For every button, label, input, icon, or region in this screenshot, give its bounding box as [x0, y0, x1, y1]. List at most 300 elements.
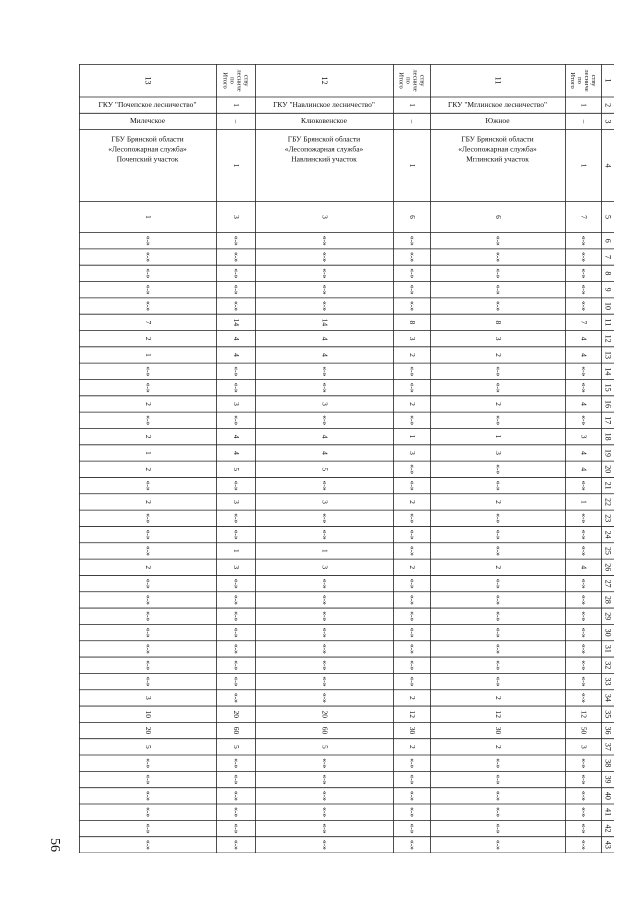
table-cell: «-»: [493, 235, 503, 246]
table-cell: «-»: [143, 611, 153, 622]
table-cell: –: [579, 119, 589, 124]
table-cell: «-»: [320, 268, 330, 279]
row-number: 10: [603, 302, 613, 311]
table-cell: «-»: [320, 823, 330, 834]
table-cell: –: [407, 119, 417, 124]
table-cell: «-»: [231, 301, 241, 312]
table-cell: «-»: [407, 480, 417, 491]
table-cell: ГКУ "Навлинское лесничество": [273, 99, 375, 109]
table-cell: «-»: [320, 758, 330, 769]
table-cell: «-»: [493, 676, 503, 687]
table-cell: «-»: [407, 790, 417, 801]
table-cell: «-»: [579, 513, 589, 524]
table-cell: «-»: [407, 774, 417, 785]
table-cell: 2: [143, 467, 153, 472]
table-cell: 2: [407, 500, 417, 504]
table-cell: «-»: [231, 268, 241, 279]
table-cell: «-»: [493, 382, 503, 393]
table-cell: Клюковенское: [301, 116, 347, 126]
table-cell: 3: [579, 434, 589, 439]
table-cell: «-»: [143, 839, 153, 850]
table-cell: «-»: [320, 611, 330, 622]
table-cell: 2: [143, 336, 153, 341]
table-cell: 2: [493, 402, 503, 406]
table-cell: «-»: [143, 790, 153, 801]
table-cell: 30: [407, 726, 417, 735]
table-cell: 1: [231, 163, 241, 168]
table-cell: «-»: [143, 807, 153, 818]
table-cell: ГКУ "Почепское лесничество": [98, 99, 197, 109]
table-cell: «-»: [407, 660, 417, 671]
table-cell: 20: [231, 710, 241, 718]
table-cell: 60: [231, 726, 241, 735]
table-cell: 3: [320, 500, 330, 504]
table-cell: 14: [231, 318, 241, 327]
table-cell: 4: [579, 402, 589, 406]
table-cell: 2: [407, 565, 417, 570]
row-number: 19: [603, 448, 613, 457]
table-cell: «-»: [320, 284, 330, 295]
table-cell: 2: [143, 500, 153, 504]
row-number: 12: [603, 334, 613, 343]
table-cell: 1: [407, 434, 417, 439]
row-number: 30: [603, 628, 613, 637]
table-cell: «-»: [143, 415, 153, 426]
table-cell: «-»: [143, 268, 153, 279]
table-cell: 4: [320, 434, 330, 439]
table-cell: 20: [320, 710, 330, 718]
row-number: 40: [603, 791, 613, 800]
table-cell: 4: [579, 336, 589, 341]
table-cell: «-»: [407, 676, 417, 687]
row-number: 37: [603, 742, 613, 751]
table-cell: «-»: [320, 235, 330, 246]
table-cell: «-»: [407, 415, 417, 426]
table-cell: «-»: [231, 235, 241, 246]
table-cell: 6: [493, 215, 503, 219]
table-cell: «-»: [320, 366, 330, 377]
table-cell: ГКУ "Мглинское лесничество": [447, 99, 548, 109]
table-cell: «-»: [320, 627, 330, 638]
table-cell: 50: [579, 726, 589, 735]
table-cell: 5: [231, 467, 241, 472]
table-cell: «-»: [143, 758, 153, 769]
table-cell: 4: [579, 451, 589, 455]
row-number: 15: [603, 383, 613, 392]
table-cell: «-»: [493, 464, 503, 475]
table-cell: 2: [407, 696, 417, 700]
table-cell: 5: [231, 744, 241, 749]
row-number: 43: [603, 840, 613, 849]
table-cell: «-»: [320, 529, 330, 540]
row-number: 5: [603, 215, 613, 220]
table-cell: «-»: [579, 676, 589, 687]
table-cell: «-»: [231, 660, 241, 671]
table-cell: «-»: [231, 611, 241, 622]
table-cell: 4: [579, 565, 589, 570]
table-cell: «-»: [407, 839, 417, 850]
table-cell: «-»: [579, 578, 589, 589]
table-cell: «-»: [231, 252, 241, 263]
table-cell: 2: [493, 565, 503, 570]
table-cell: «-»: [143, 301, 153, 312]
column-header-label: Итого: [221, 72, 229, 89]
table-cell: «-»: [320, 301, 330, 312]
table-cell: 4: [579, 353, 589, 357]
table-cell: «-»: [407, 594, 417, 605]
table-cell: «-»: [407, 235, 417, 246]
table-cell: 1: [143, 215, 153, 219]
table-cell: 4: [231, 451, 241, 455]
table-cell: «-»: [493, 627, 503, 638]
table-cell: 5: [320, 744, 330, 749]
table-cell: 3: [493, 336, 503, 341]
table-cell: «-»: [579, 235, 589, 246]
table-cell: «-»: [493, 513, 503, 524]
table-cell: 2: [493, 353, 503, 357]
table-cell: «-»: [231, 382, 241, 393]
table-cell: 7: [579, 320, 589, 325]
table-cell: 1: [407, 103, 417, 108]
table-cell: «-»: [143, 366, 153, 377]
table-cell: 3: [320, 215, 330, 219]
table-cell: «-»: [579, 774, 589, 785]
table-cell: «-»: [231, 529, 241, 540]
table-cell: 6: [407, 215, 417, 219]
table-cell: «-»: [493, 301, 503, 312]
table-cell: 3: [407, 336, 417, 341]
table-cell: «-»: [493, 790, 503, 801]
table-cell: «-»: [143, 643, 153, 654]
table-cell: «-»: [493, 545, 503, 556]
row-number: 24: [603, 530, 613, 539]
table-cell: «-»: [143, 529, 153, 540]
table-cell: 3: [231, 500, 241, 504]
table-cell: «-»: [143, 235, 153, 246]
table-cell: «-»: [231, 513, 241, 524]
table-cell: 3: [579, 744, 589, 749]
table-cell: 1: [143, 353, 153, 357]
table-cell: 3: [493, 451, 503, 455]
table-cell: 2: [407, 353, 417, 357]
table-cell: «-»: [231, 594, 241, 605]
table-cell: 1: [320, 549, 330, 553]
table-cell: 4: [231, 336, 241, 341]
table-cell: «-»: [579, 529, 589, 540]
row-number: 28: [603, 595, 613, 604]
row-number: 18: [603, 432, 613, 441]
table-cell: 2: [143, 565, 153, 570]
table-cell: «-»: [493, 758, 503, 769]
table-cell: 3: [143, 696, 153, 700]
table-cell: Навлинский участок: [291, 154, 357, 164]
table-cell: 30: [493, 726, 503, 735]
row-number: 14: [603, 367, 613, 376]
table-cell: «-»: [579, 415, 589, 426]
table-cell: «-»: [407, 627, 417, 638]
table-cell: 60: [320, 726, 330, 735]
table-cell: «-»: [320, 839, 330, 850]
table-cell: «-»: [231, 627, 241, 638]
table-cell: «-»: [493, 480, 503, 491]
table-cell: «-»: [320, 643, 330, 654]
table-cell: «-»: [407, 807, 417, 818]
table-cell: «-»: [320, 594, 330, 605]
table-cell: «-»: [407, 758, 417, 769]
table-cell: «-»: [143, 382, 153, 393]
rotated-forestry-table: [79, 64, 614, 853]
table-cell: 2: [407, 402, 417, 406]
table-cell: «-»: [407, 529, 417, 540]
table-cell: «-»: [407, 284, 417, 295]
table-cell: 3: [231, 402, 241, 406]
table-cell: 1: [579, 163, 589, 168]
column-header-label: Итого: [397, 72, 405, 89]
table-cell: «-»: [407, 464, 417, 475]
table-cell: «-»: [493, 643, 503, 654]
row-number: 41: [603, 808, 613, 817]
row-number: 32: [603, 661, 613, 670]
table-cell: «-»: [320, 660, 330, 671]
row-number: 20: [603, 465, 613, 474]
table-cell: «-»: [143, 823, 153, 834]
row-number: 34: [603, 693, 613, 702]
row-number: 33: [603, 677, 613, 686]
table-cell: «-»: [320, 774, 330, 785]
table-cell: 10: [143, 710, 153, 718]
table-cell: «-»: [143, 284, 153, 295]
table-cell: «-»: [231, 578, 241, 589]
table-cell: «-»: [579, 594, 589, 605]
table-cell: 5: [320, 467, 330, 472]
row-number: 16: [603, 399, 613, 408]
column-header-label: ству: [242, 74, 250, 87]
table-cell: «-»: [579, 823, 589, 834]
table-cell: 3: [320, 402, 330, 406]
table-cell: «-»: [320, 692, 330, 703]
table-cell: «-»: [320, 480, 330, 491]
row-number: 8: [603, 271, 613, 276]
table-cell: «-»: [320, 790, 330, 801]
table-cell: «-»: [493, 366, 503, 377]
table-cell: «-»: [493, 774, 503, 785]
row-number: 25: [603, 546, 613, 555]
table-cell: «-»: [579, 366, 589, 377]
table-cell: –: [231, 119, 241, 124]
column-header-label: по: [404, 77, 412, 84]
table-cell: «-»: [231, 692, 241, 703]
row-number: 31: [603, 644, 613, 653]
table-cell: «-»: [407, 823, 417, 834]
table-cell: «-»: [493, 415, 503, 426]
column-header-label: по: [228, 77, 236, 84]
table-cell: «-»: [579, 692, 589, 703]
table-cell: «-»: [231, 790, 241, 801]
table-cell: «-»: [493, 529, 503, 540]
table-cell: «Лесопожарная служба»: [284, 144, 364, 154]
table-cell: «-»: [493, 660, 503, 671]
row-number: 4: [603, 163, 613, 168]
table-cell: 2: [407, 744, 417, 749]
table-cell: «-»: [493, 807, 503, 818]
table-cell: «-»: [231, 643, 241, 654]
table-cell: «-»: [407, 252, 417, 263]
table-cell: 3: [231, 215, 241, 219]
table-cell: «-»: [231, 284, 241, 295]
row-number: 17: [603, 416, 613, 425]
table-cell: 7: [143, 320, 153, 325]
column-header-label: 12: [320, 76, 330, 85]
table-cell: 2: [493, 744, 503, 749]
row-number: 3: [603, 119, 613, 124]
row-number: 22: [603, 497, 613, 506]
table-cell: «-»: [579, 790, 589, 801]
table-cell: «-»: [493, 252, 503, 263]
row-number: 21: [603, 481, 613, 490]
table-cell: «-»: [579, 758, 589, 769]
table-cell: «-»: [231, 823, 241, 834]
row-number: 9: [603, 287, 613, 292]
table-cell: «-»: [320, 578, 330, 589]
table-cell: 2: [493, 500, 503, 504]
table-cell: Южное: [485, 116, 510, 126]
table-cell: 5: [143, 744, 153, 749]
column-header-label: лесниче: [583, 69, 591, 92]
table-cell: «-»: [407, 513, 417, 524]
table-cell: «-»: [579, 268, 589, 279]
table-cell: ГБУ Брянской области: [111, 134, 184, 144]
row-number: 38: [603, 759, 613, 768]
table-cell: ГБУ Брянской области: [287, 134, 361, 144]
table-cell: 4: [231, 434, 241, 439]
table-cell: «-»: [143, 660, 153, 671]
table-cell: «-»: [231, 366, 241, 377]
table-cell: 1: [579, 103, 589, 108]
table-cell: «-»: [579, 611, 589, 622]
table-cell: «-»: [143, 774, 153, 785]
row-number: 29: [603, 612, 613, 621]
table-cell: 8: [407, 320, 417, 325]
row-number: 6: [603, 238, 613, 243]
table-cell: «-»: [493, 284, 503, 295]
table-cell: «-»: [407, 366, 417, 377]
table-cell: Милечское: [129, 116, 166, 126]
table-cell: 20: [143, 726, 153, 735]
row-number: 23: [603, 514, 613, 523]
table-cell: «-»: [407, 643, 417, 654]
table-cell: 8: [493, 320, 503, 325]
table-cell: «-»: [143, 545, 153, 556]
table-cell: «Лесопожарная служба»: [108, 144, 187, 154]
column-header-label: лесниче: [411, 69, 419, 92]
row-number: 2: [603, 103, 613, 108]
row-number: 42: [603, 824, 613, 833]
table-cell: «-»: [579, 643, 589, 654]
table-cell: «-»: [231, 807, 241, 818]
table-cell: 3: [407, 451, 417, 455]
column-header-label: 11: [493, 76, 503, 85]
row-number: 7: [603, 255, 613, 260]
table-cell: «-»: [579, 660, 589, 671]
table-cell: «-»: [493, 823, 503, 834]
table-cell: 2: [143, 434, 153, 439]
table-cell: «-»: [143, 627, 153, 638]
table-cell: «-»: [407, 301, 417, 312]
table-cell: «-»: [579, 839, 589, 850]
table-cell: 1: [407, 163, 417, 168]
table-cell: «-»: [579, 480, 589, 491]
table-cell: «-»: [143, 513, 153, 524]
row-number: 35: [603, 710, 613, 719]
column-header-label: ству: [418, 74, 426, 87]
table-cell: 12: [579, 710, 589, 718]
table-cell: «-»: [320, 382, 330, 393]
table-cell: «-»: [231, 676, 241, 687]
table-cell: «-»: [579, 382, 589, 393]
table-cell: «-»: [493, 611, 503, 622]
table-cell: 2: [493, 696, 503, 700]
table-cell: 4: [320, 451, 330, 455]
table-cell: «-»: [231, 415, 241, 426]
table-cell: Почепский участок: [116, 154, 179, 164]
column-header-label: лесниче: [235, 69, 243, 92]
table-cell: «-»: [579, 627, 589, 638]
table-cell: «-»: [579, 807, 589, 818]
row-number: 27: [603, 579, 613, 588]
table-cell: «-»: [231, 839, 241, 850]
table-cell: 4: [231, 353, 241, 357]
page-number: 56: [47, 838, 62, 852]
table-cell: «-»: [231, 480, 241, 491]
row-number: 39: [603, 775, 613, 784]
table-cell: 1: [231, 103, 241, 108]
row-number: 26: [603, 563, 613, 572]
table-cell: «Лесопожарная служба»: [458, 144, 537, 154]
table-cell: «-»: [143, 594, 153, 605]
table-cell: «-»: [407, 545, 417, 556]
table-cell: «-»: [493, 839, 503, 850]
table-cell: 4: [320, 353, 330, 357]
table-cell: «-»: [231, 774, 241, 785]
table-cell: 4: [320, 336, 330, 341]
table-cell: «-»: [493, 268, 503, 279]
column-header-label: 13: [143, 76, 153, 85]
table-cell: ГБУ Брянской области: [461, 134, 534, 144]
table-cell: 12: [407, 710, 417, 718]
table-cell: 2: [143, 402, 153, 406]
table-cell: 1: [579, 500, 589, 504]
table-cell: «-»: [493, 578, 503, 589]
row-number: 11: [603, 318, 613, 327]
table-cell: «-»: [579, 284, 589, 295]
table-cell: «-»: [143, 676, 153, 687]
table-cell: «-»: [579, 252, 589, 263]
column-header-label: 1: [603, 78, 613, 83]
table-cell: «-»: [407, 382, 417, 393]
table-cell: «-»: [579, 301, 589, 312]
table-cell: «-»: [143, 252, 153, 263]
table-cell: 14: [320, 318, 330, 327]
table-cell: «-»: [493, 594, 503, 605]
table-cell: «-»: [143, 578, 153, 589]
table-cell: «-»: [320, 676, 330, 687]
column-header-label: ству: [590, 74, 598, 87]
table-cell: 1: [493, 434, 503, 439]
table-cell: 1: [143, 451, 153, 455]
table-cell: 7: [579, 215, 589, 219]
table-cell: 3: [231, 565, 241, 570]
table-cell: «-»: [320, 252, 330, 263]
